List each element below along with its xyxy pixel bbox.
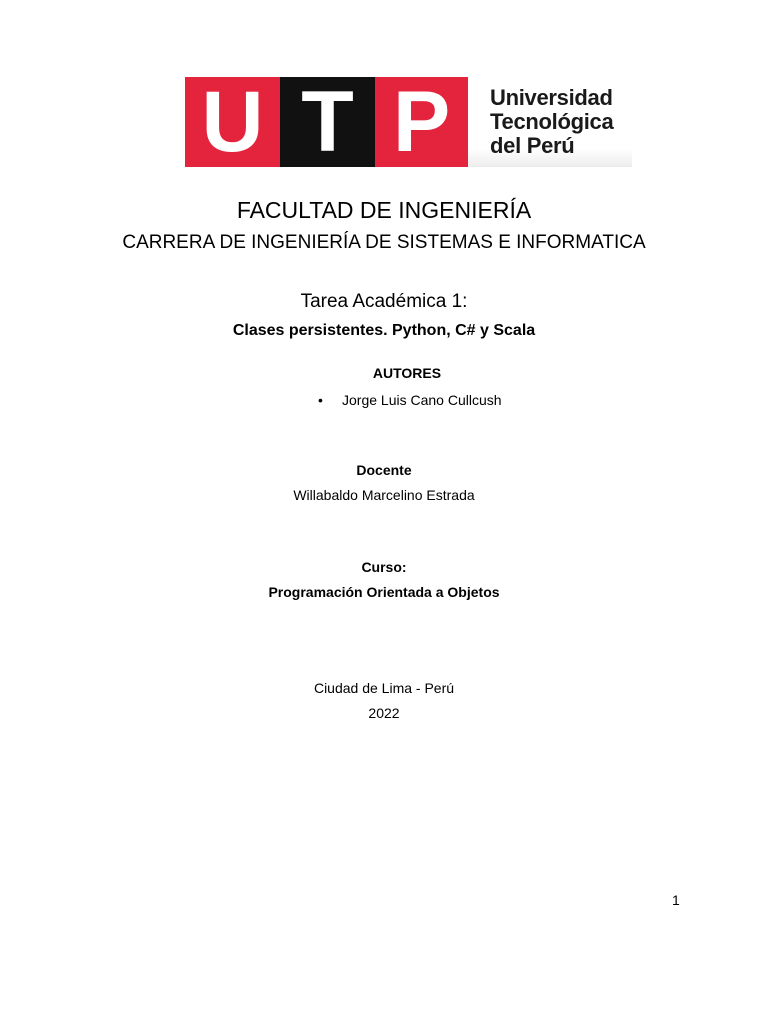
year-line: 2022 xyxy=(368,705,400,721)
teacher-heading: Docente xyxy=(356,462,412,478)
course-heading: Curso: xyxy=(361,559,407,575)
career-title: CARRERA DE INGENIERÍA DE SISTEMAS E INFORMATICA xyxy=(122,232,646,253)
logo-letter-p: P xyxy=(375,77,468,167)
logo-letter-u: U xyxy=(185,77,280,167)
task-subtitle: Clases persistentes. Python, C# y Scala xyxy=(232,322,536,339)
teacher-name: Willabaldo Marcelino Estrada xyxy=(293,487,475,503)
logo-name-line-2: Tecnológica xyxy=(490,109,614,134)
logo-university-name xyxy=(468,77,632,167)
logo-name-line-1: Universidad xyxy=(490,85,613,110)
course-name: Programación Orientada a Objetos xyxy=(268,584,500,600)
authors-heading: AUTORES xyxy=(372,365,442,381)
task-title: Tarea Académica 1: xyxy=(300,291,468,312)
city-line: Ciudad de Lima - Perú xyxy=(313,680,455,696)
author-name: Jorge Luis Cano Cullcush xyxy=(342,392,502,408)
bullet-icon: • xyxy=(318,392,323,408)
faculty-title: FACULTAD DE INGENIERÍA xyxy=(236,197,532,223)
logo-letter-t: T xyxy=(280,77,375,167)
author-list-item xyxy=(318,391,502,409)
utp-logo xyxy=(185,74,632,170)
page-number: 1 xyxy=(672,892,680,908)
logo-name-line-3: del Perú xyxy=(490,133,575,158)
